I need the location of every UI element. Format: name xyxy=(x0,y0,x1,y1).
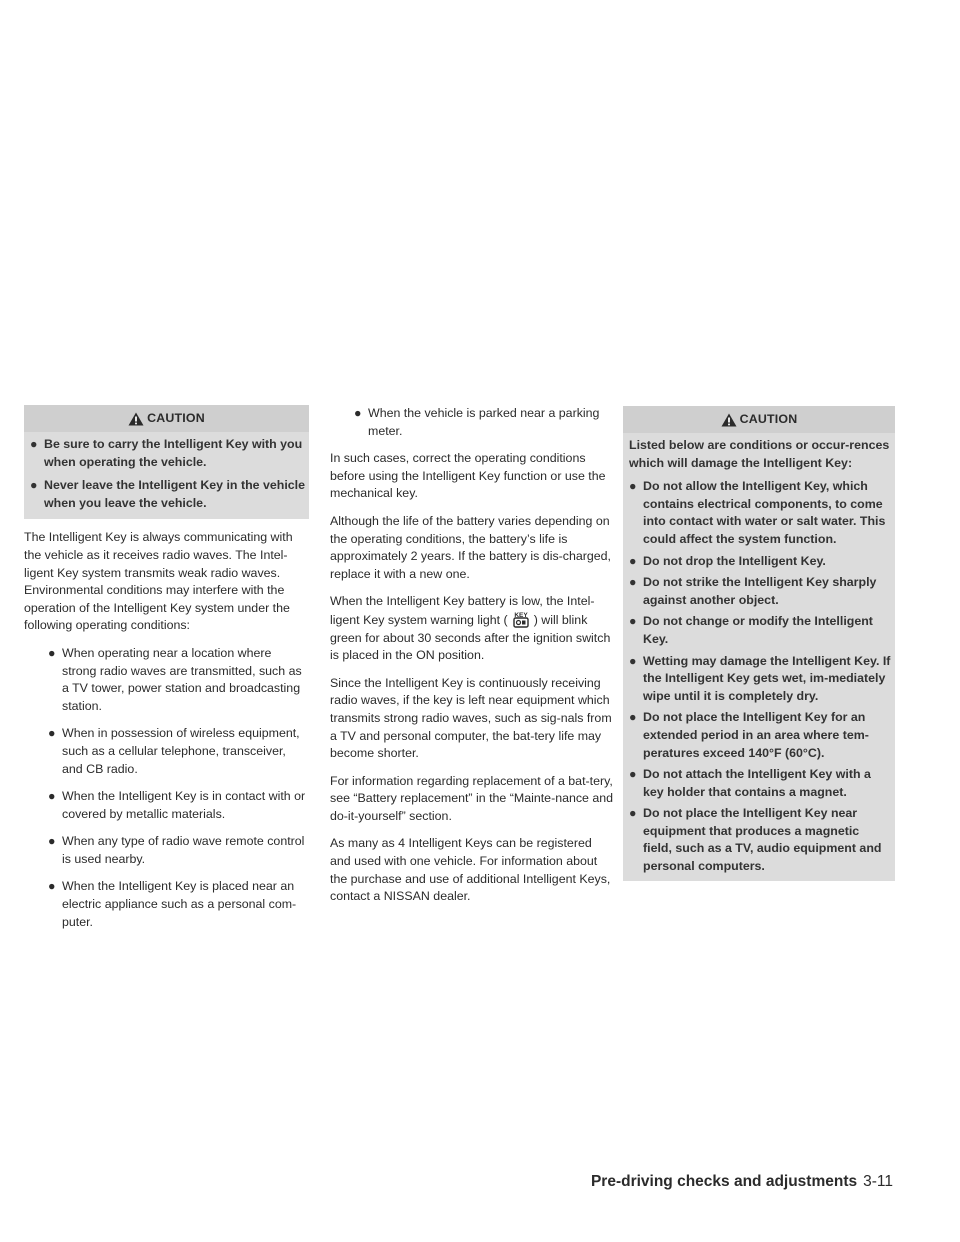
paragraph-text: ) will blink green for about 30 seconds after the ignition switch is placed in the ON position. xyxy=(330,612,611,663)
caution-item-text: Do not change or modify the Intelligent Key. xyxy=(643,614,873,646)
bullet-glyph: ● xyxy=(48,789,56,804)
list-item-text: When in possession of wireless equipment, such as a cellular telephone, transceiver, and CB radio. xyxy=(62,726,300,776)
paragraph: For information regarding replacement of a bat-tery, see “Battery replacement” in the “Mainte-nance and do-it-yourself” section. xyxy=(330,773,614,823)
list-item xyxy=(48,878,309,931)
bullet-glyph: ● xyxy=(629,806,637,821)
caution-item xyxy=(30,436,305,471)
paragraph-text: When the Intelligent Key battery is low, the Intel-ligent Key system warning light ( xyxy=(330,594,595,627)
caution-body-2 xyxy=(623,433,895,876)
caution-item xyxy=(629,709,891,762)
bullet-glyph: ● xyxy=(629,710,637,725)
warning-triangle-icon xyxy=(721,413,737,427)
caution-item-text: Do not place the Intelligent Key near equipment that produces a magnetic field, such as a TV, audio equipment and personal computers. xyxy=(643,806,882,874)
caution-item-text: Do not allow the Intelligent Key, which contains electrical components, to come into contact with water or salt water. This could affect the system function. xyxy=(643,479,886,546)
caution-box-2 xyxy=(623,406,895,881)
paragraph: Since the Intelligent Key is continuously receiving radio waves, if the key is left near equipment which transmits strong radio waves, such as sig-nals from a TV and personal computer, the bat-tery life may become shorter. xyxy=(330,675,612,761)
caution-title-2: CAUTION xyxy=(739,411,798,426)
caution-header-2 xyxy=(623,406,895,433)
caution-item-text: Do not strike the Intelligent Key sharply against another object. xyxy=(643,575,877,607)
caution-item xyxy=(629,574,891,609)
bullet-glyph: ● xyxy=(629,767,637,782)
paragraph-intro: The Intelligent Key is always communicating with the vehicle as it receives radio waves. The Intel-ligent Key system transmits weak radio waves. Environmental conditions may interfere with the operation of the Intelligent Key system under the following operating conditions: xyxy=(24,530,293,633)
column-right xyxy=(623,406,895,881)
caution-item xyxy=(629,478,891,548)
caution-item-text: Do not drop the Intelligent Key. xyxy=(643,553,826,568)
paragraph: In such cases, correct the operating conditions before using the Intelligent Key function or use the mechanical key. xyxy=(330,451,606,501)
list-item-text: When operating near a location where strong radio waves are transmitted, such as a TV tower, power station and broadcasting station. xyxy=(62,645,302,713)
caution-item xyxy=(30,477,305,512)
bullet-glyph: ● xyxy=(354,406,362,420)
list-item xyxy=(48,833,309,868)
svg-text:KEY: KEY xyxy=(514,611,528,619)
bullet-glyph: ● xyxy=(48,645,56,660)
caution-title-1: CAUTION xyxy=(147,410,205,425)
list-item xyxy=(48,788,309,823)
caution-body-1 xyxy=(24,432,309,512)
caution-item xyxy=(629,805,891,875)
caution-item-text: Wetting may damage the Intelligent Key. If the Intelligent Key gets wet, im-mediately wipe until it is completely dry. xyxy=(643,653,891,703)
caution-item xyxy=(629,766,891,801)
caution-box-1 xyxy=(24,405,309,519)
bullet-glyph: ● xyxy=(30,437,38,451)
caution-header-1 xyxy=(24,405,309,432)
bullet-glyph: ● xyxy=(48,834,56,849)
bullet-glyph: ● xyxy=(629,575,637,590)
bullet-glyph: ● xyxy=(48,879,56,894)
page-footer xyxy=(0,1173,893,1191)
caution-item-text: Be sure to carry the Intelligent Key with you when operating the vehicle. xyxy=(44,437,303,469)
caution-item-text: Never leave the Intelligent Key in the vehicle when you leave the vehicle. xyxy=(44,478,305,510)
list-item-text: When the Intelligent Key is in contact with or covered by metallic materials. xyxy=(62,789,306,821)
bullet-glyph: ● xyxy=(629,479,637,494)
bullet-glyph: ● xyxy=(629,653,637,668)
condition-list-cont xyxy=(330,405,615,440)
paragraph: As many as 4 Intelligent Keys can be registered and used with one vehicle. For information about the purchase and use of additional Intelligent Keys, contact a NISSAN dealer. xyxy=(330,836,611,904)
caution-item xyxy=(629,653,891,706)
column-left xyxy=(24,405,309,941)
warning-triangle-icon xyxy=(128,412,144,426)
list-item-text: When the vehicle is parked near a parking meter. xyxy=(368,406,600,438)
caution-item xyxy=(629,553,891,571)
bullet-glyph: ● xyxy=(629,553,637,568)
caution-item xyxy=(629,613,891,648)
page-number: 3-11 xyxy=(863,1173,893,1190)
list-item xyxy=(354,405,615,440)
bullet-glyph: ● xyxy=(30,478,38,493)
caution-item-text: Do not attach the Intelligent Key with a key holder that contains a magnet. xyxy=(643,767,871,799)
column-middle xyxy=(330,405,615,916)
bullet-glyph: ● xyxy=(629,614,637,629)
paragraph: Although the life of the battery varies depending on the operating conditions, the battery’s life is approximately 2 years. If the battery is dis-charged, replace it with a new one. xyxy=(330,513,611,581)
condition-list xyxy=(24,645,309,931)
section-title: Pre-driving checks and adjustments xyxy=(590,1173,858,1190)
caution-item-text: Do not place the Intelligent Key for an extended period in an area where tem-peratures exceed 140°F (60°C). xyxy=(643,710,869,760)
caution-intro: Listed below are conditions or occur-rences which will damage the Intelligent Key: xyxy=(629,438,890,470)
list-item-text: When the Intelligent Key is placed near an electric appliance such as a personal com-puter. xyxy=(62,879,297,929)
list-item-text: When any type of radio wave remote control is used nearby. xyxy=(62,834,305,866)
paragraph-warning-light xyxy=(330,593,615,664)
key-warning-light-icon xyxy=(512,611,530,628)
list-item xyxy=(48,725,309,778)
bullet-glyph: ● xyxy=(48,726,56,741)
list-item xyxy=(48,645,309,715)
